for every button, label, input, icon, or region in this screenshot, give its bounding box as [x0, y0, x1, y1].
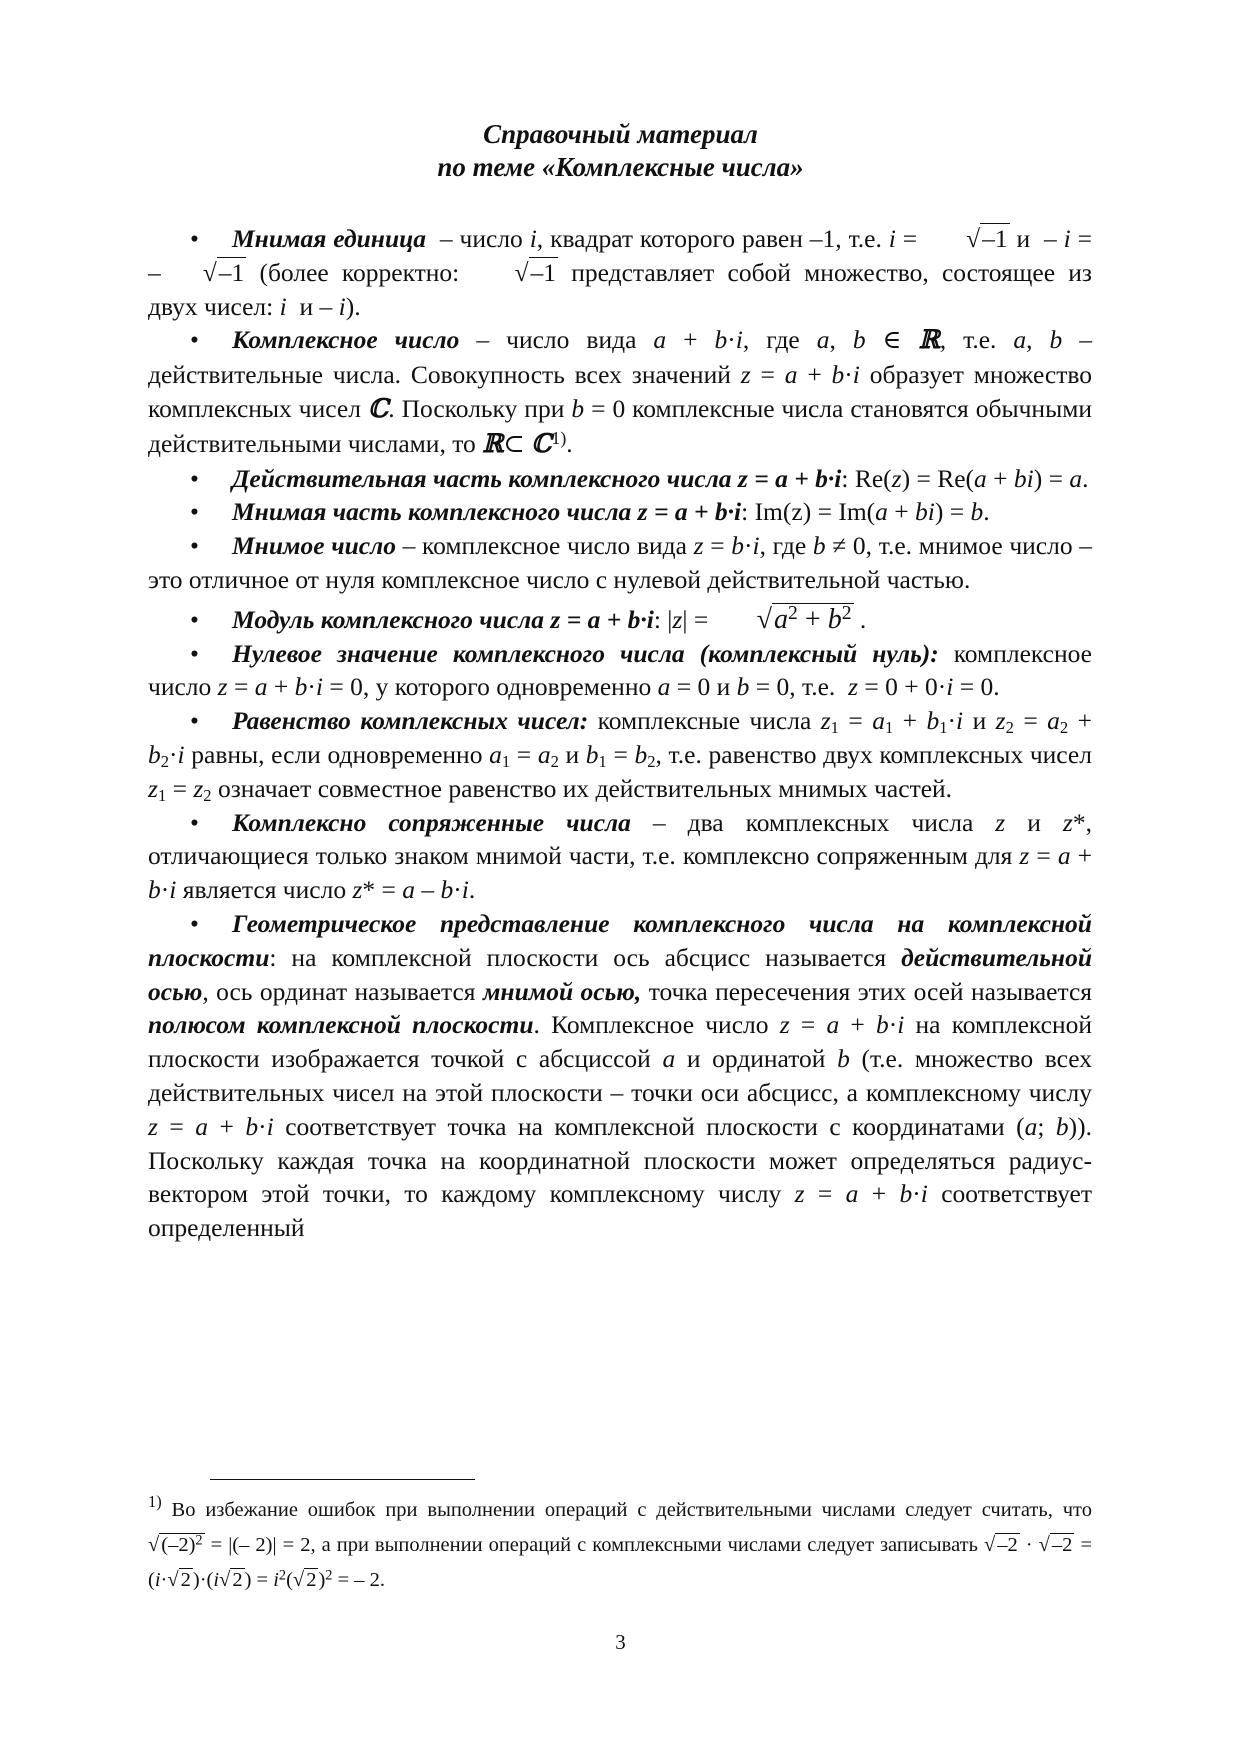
- definition-term: Комплексно сопряженные числа: [232, 807, 631, 837]
- definition-term: Модуль комплексного числа z = a + b·i: [232, 604, 654, 634]
- bullet-icon: •: [190, 908, 199, 938]
- page-title: [0, 118, 1241, 184]
- definition-equality: • Равенство комплексных чисел: комплексные числа $z_1 = a_1 + b_1\cdot i$ и $z_2 = a_2 + b_2\cdot i$ равны, если одновременно $a_1 = a_2$ и $b_1 = b_2$, т.е. равенство двух комплексных чисел $z_1 = z_2$ означает совместное равенство их действительных мнимых частей.: [148, 706, 1092, 805]
- bullet-icon: •: [190, 638, 199, 668]
- definition-geometric-representation: • Геометрическое представление комплексного числа на комплексной плоскости: на комплексной плоскости ось абсцисс называется действительной осью, ось ординат называется мнимой осью, точка пересечения этих осей называется полюсом комплексной плоскости. Комплексное число z = a + b·i на комплексной плоскости изображается точкой с абсциссой a и ординатой b (т.е. множество всех действительных чисел на этой плоскости – точки оси абсцисс, а комплексному числу z = a + b·i соответствует точка на комплексной плоскости с координатами (a; b)). Поскольку каждая точка на координатной плоскости может определяться радиус-вектором этой точки, то каждому комплексному числу z = a + b·i соответствует определенный: [148, 908, 1093, 1243]
- bullet-icon: •: [190, 224, 199, 253]
- footnote: [148, 1493, 1092, 1598]
- complex-numbers-set-icon: ℂ: [367, 393, 389, 424]
- real-numbers-set-icon: ℝ: [918, 325, 940, 356]
- definition-conjugates: • Комплексно сопряженные числа – два комплексных числа z и z*, отличающиеся только знаком мнимой части, т.е. комплексно сопряженным для z = a + b·i является число z* = a – b·i.: [148, 807, 1092, 905]
- title-line-2: по теме «Комплексные числа»: [437, 152, 804, 182]
- definition-term: Действительная часть комплексного числа z = a + b·i: [232, 463, 842, 493]
- bullet-icon: •: [190, 807, 199, 837]
- bullet-icon: •: [190, 463, 199, 493]
- bullet-icon: •: [190, 497, 199, 527]
- definition-imaginary-part: • Мнимая часть комплексного числа z = a + b·i: Im(z) = Im(a + bi) = b.: [148, 495, 1092, 529]
- definition-complex-zero: • Нулевое значение комплексного числа (комплексный нуль): комплексное число z = a + b·i = 0, у которого одновременно a = 0 и b = 0, т.е. z = 0 + 0·i = 0.: [148, 638, 1092, 702]
- footnote-marker: 1): [148, 1491, 162, 1511]
- definition-imaginary-number: • Мнимое число – комплексное число вида z = b·i, где b ≠ 0, т.е. мнимое число – это отличное от нуля комплексное число с нулевой действительной частью.: [148, 531, 1093, 594]
- definition-term: Мнимая единица: [232, 224, 427, 253]
- footnote-text: $^{1)}$ Во избежание ошибок при выполнении операций с действительными числами следует считать, что $√(-2)^2$ = |(– 2)| = 2, а при выполнении операций с комплексными числами следует записывать $√-2 \cdot √-2 = (i\cdot√2)\cdot(i√2) = i^2(√2)^2$ = – 2.: [148, 1491, 1093, 1591]
- footnote-reference: 1): [551, 427, 567, 448]
- definitions-list: [148, 222, 1092, 1245]
- definition-term: Комплексное число: [232, 325, 460, 355]
- definition-imaginary-unit: • Мнимая единица – число i, квадрат которого равен –1, т.е. i = √–1 и – i = – √–1 (более корректно: √–1 представляет собой множество, состоящее из двух чисел: i и – i).: [148, 224, 1092, 321]
- title-line-1: Справочный материал: [483, 119, 758, 149]
- definition-term: Геометрическое представление комплексного числа на комплексной плоскости: [148, 908, 1092, 972]
- definition-real-part: • Действительная часть комплексного числа z = a + b·i: Re(z) = Re(a + bi) = a.: [148, 462, 1092, 496]
- definition-term: Равенство комплексных чисел:: [232, 706, 589, 736]
- definition-term: Мнимая часть комплексного числа z = a + b·i: [232, 497, 742, 527]
- definition-term: Нулевое значение комплексного числа (комплексный нуль):: [232, 638, 939, 668]
- definition-term: Мнимое число: [232, 531, 396, 561]
- bullet-icon: •: [190, 604, 199, 634]
- bullet-icon: •: [190, 706, 199, 736]
- bullet-icon: •: [190, 325, 199, 355]
- definition-modulus: • Модуль комплексного числа z = a + b·i: $|z| = √a^2 + b^2$ .: [190, 602, 867, 635]
- definition-complex-number: • Комплексное число – число вида a + b·i, где a, b ∈ ℝ, т.е. a, b – действительные числа. Совокупность всех значений z = a + b·i образует множество комплексных чисел ℂ. Поскольку при b = 0 комплексные числа становятся обычными действительными числами, то ℝ⊂ ℂ$^{1)}$.: [148, 325, 1093, 459]
- footnote-separator: [210, 1479, 475, 1480]
- page-number: 3: [615, 1630, 626, 1654]
- bullet-icon: •: [190, 531, 199, 561]
